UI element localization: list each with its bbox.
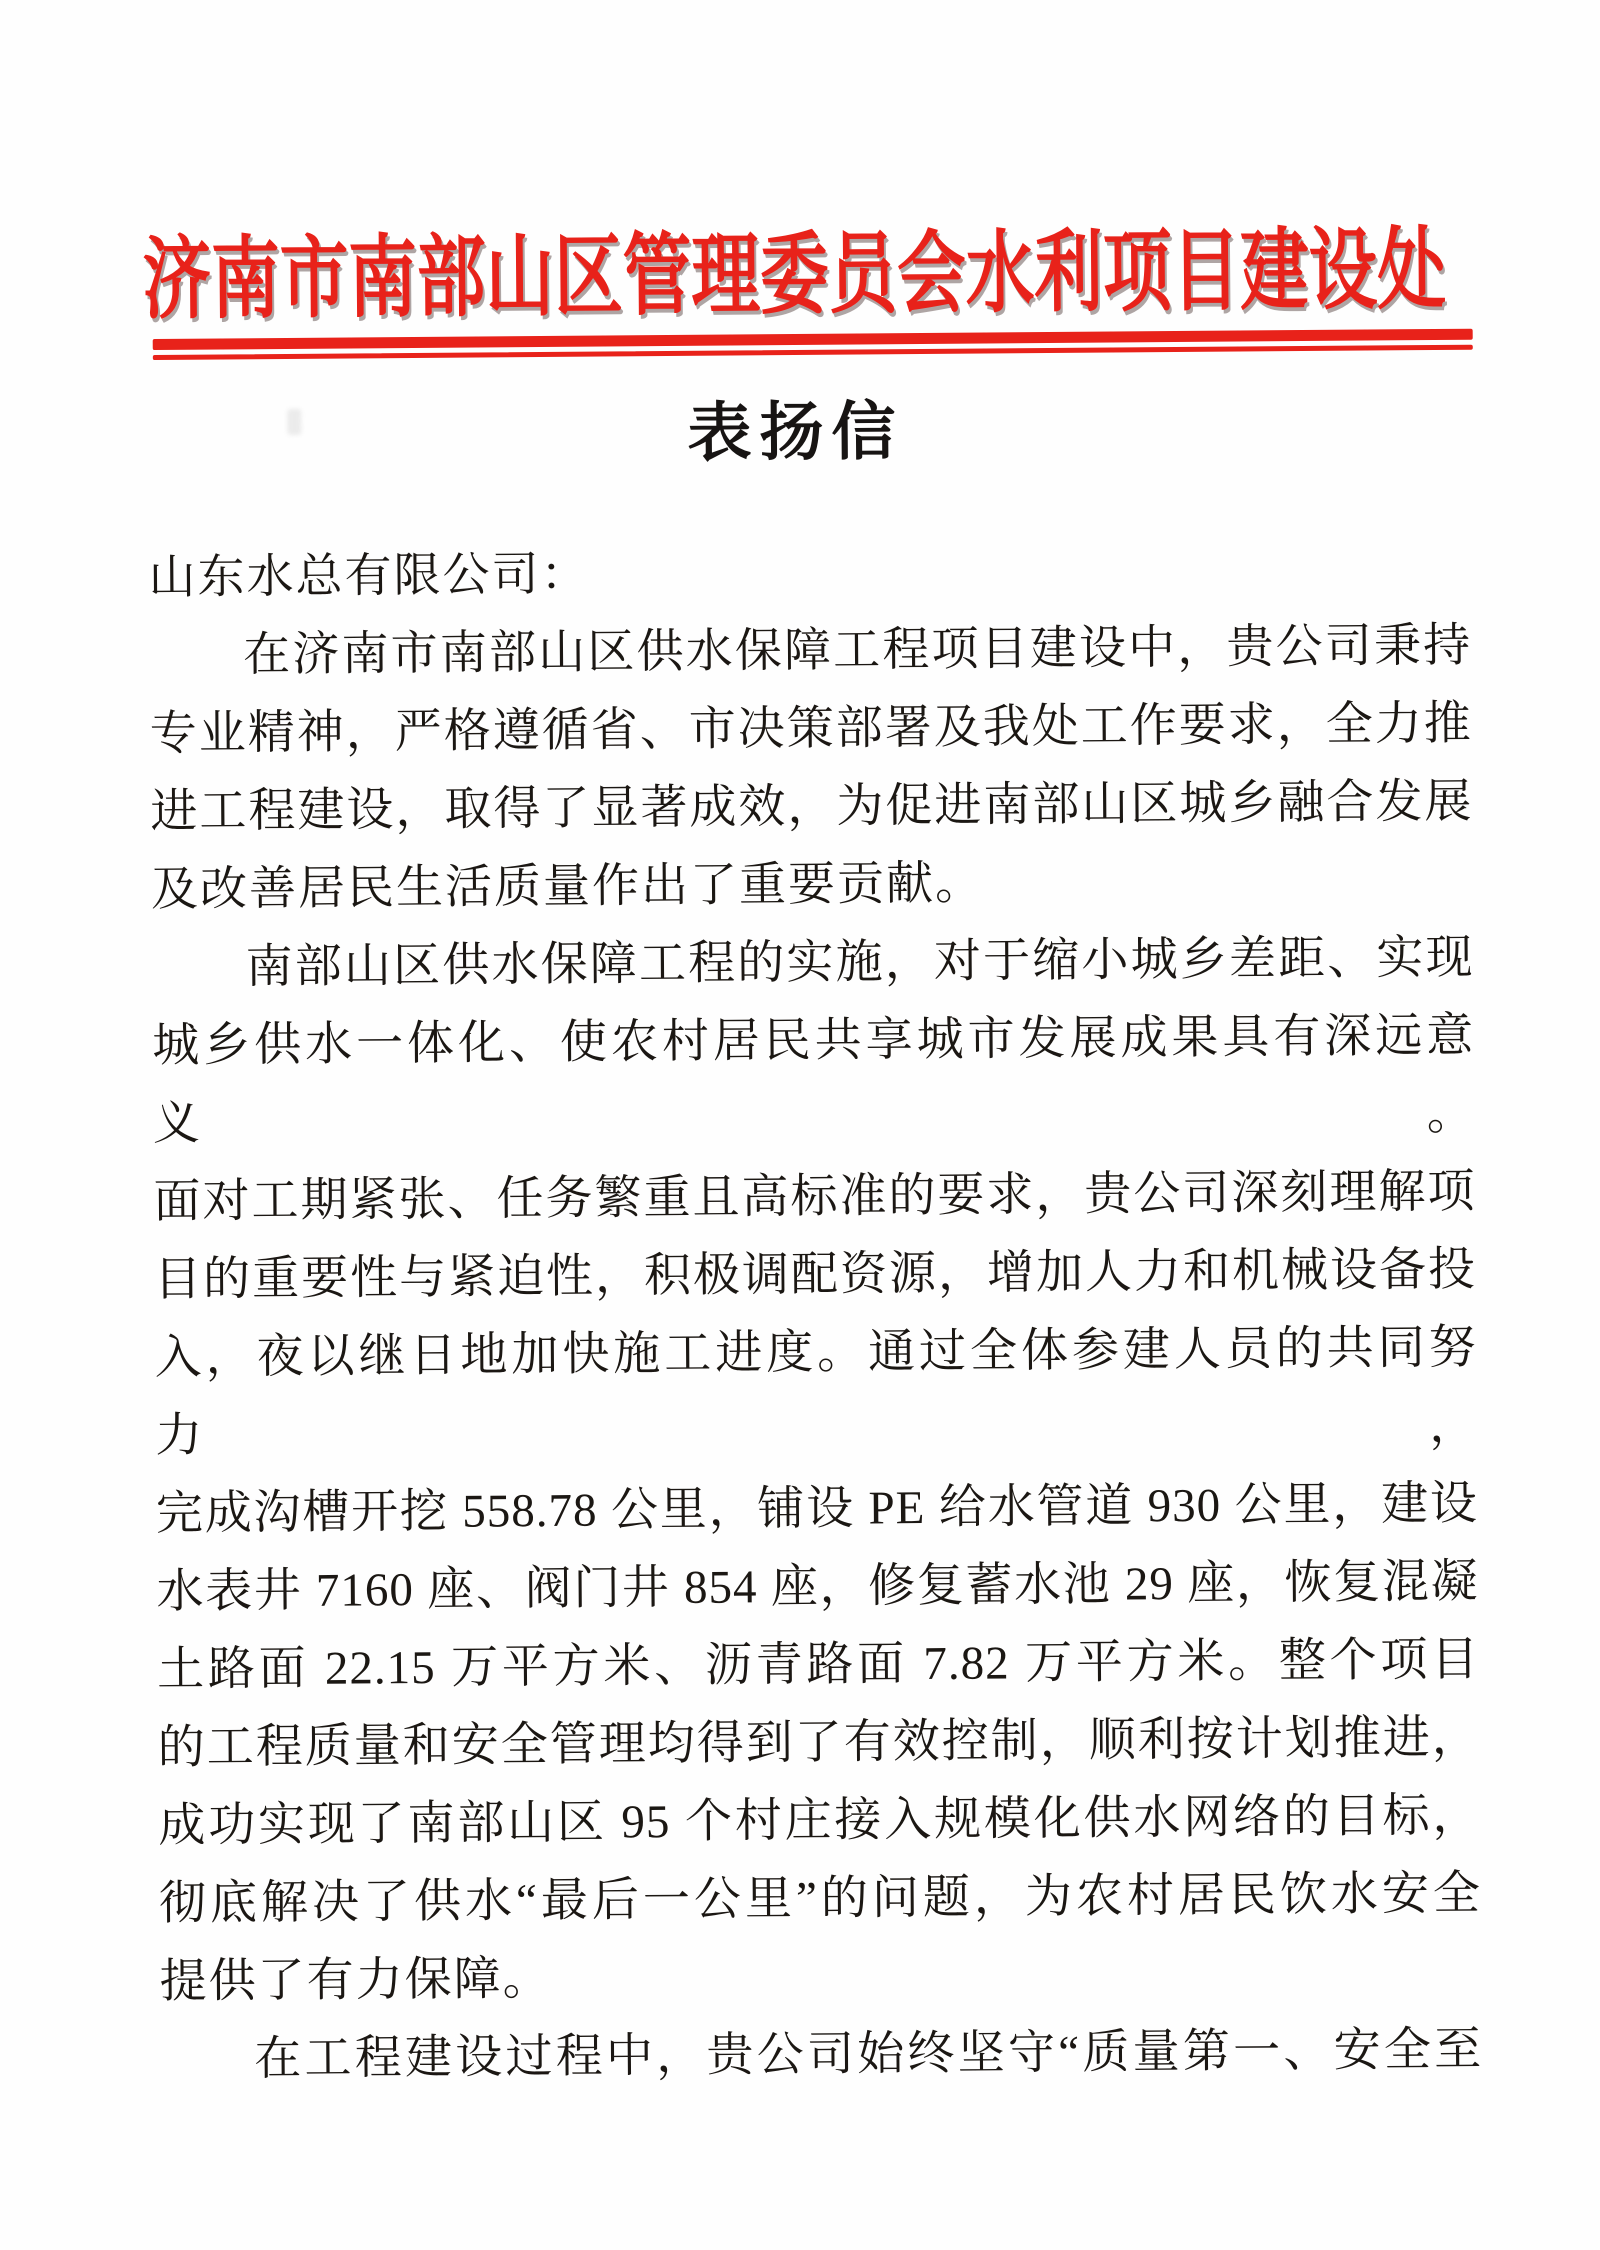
body-line: 及改善居民生活质量作出了重要贡献。 xyxy=(150,857,985,917)
body-line: 面对工期紧张、任务繁重且高标准的要求，贵公司深刻理解项 xyxy=(153,1165,1476,1229)
document-title: 表扬信 xyxy=(687,396,904,469)
body-line: 彻底解决了供水“最后一公里”的问题，为农村居民饮水安全 xyxy=(158,1867,1482,1931)
body-line: 专业精神，严格遵循省、市决策部署及我处工作要求，全力推 xyxy=(149,697,1472,761)
body-line: 完成沟槽开挖 558.78 公里，铺设 PE 给水管道 930 公里，建设 xyxy=(155,1477,1479,1541)
body-line: 提供了有力保障。 xyxy=(159,1952,552,2009)
body-line: 成功实现了南部山区 95 个村庄接入规模化供水网络的目标， xyxy=(158,1789,1481,1853)
body-line: 在济南市南部山区供水保障工程项目建设中，贵公司秉持 xyxy=(242,619,1472,682)
letterhead xyxy=(0,221,1595,334)
body-line: 土路面 22.15 万平方米、沥青路面 7.82 万平方米。整个项目 xyxy=(156,1633,1480,1697)
letter-body xyxy=(148,529,1482,2099)
body-line: 进工程建设，取得了显著成效，为促进南部山区城乡融合发展 xyxy=(150,775,1473,839)
letterhead-title: 济南市南部山区管理委员会水利项目建设处 xyxy=(142,221,1447,331)
body-line: 城乡供水一体化、使农村居民共享城市发展成果具有深远意义。 xyxy=(152,1009,1476,1151)
body-line: 目的重要性与紧迫性，积极调配资源，增加人力和机械设备投 xyxy=(153,1243,1477,1307)
body-line: 南部山区供水保障工程的实施，对于缩小城乡差距、实现 xyxy=(245,931,1474,994)
body-line: 入，夜以继日地加快施工进度。通过全体参建人员的共同努力， xyxy=(154,1321,1478,1463)
body-line: 的工程质量和安全管理均得到了有效控制，顺利按计划推进， xyxy=(157,1711,1480,1775)
salutation-line: 山东水总有限公司： xyxy=(148,548,590,605)
body-line: 在工程建设过程中，贵公司始终坚守“质量第一、安全至 xyxy=(254,2023,1483,2086)
body-line: 水表井 7160 座、阀门井 854 座，修复蓄水池 29 座，恢复混凝 xyxy=(156,1555,1479,1619)
